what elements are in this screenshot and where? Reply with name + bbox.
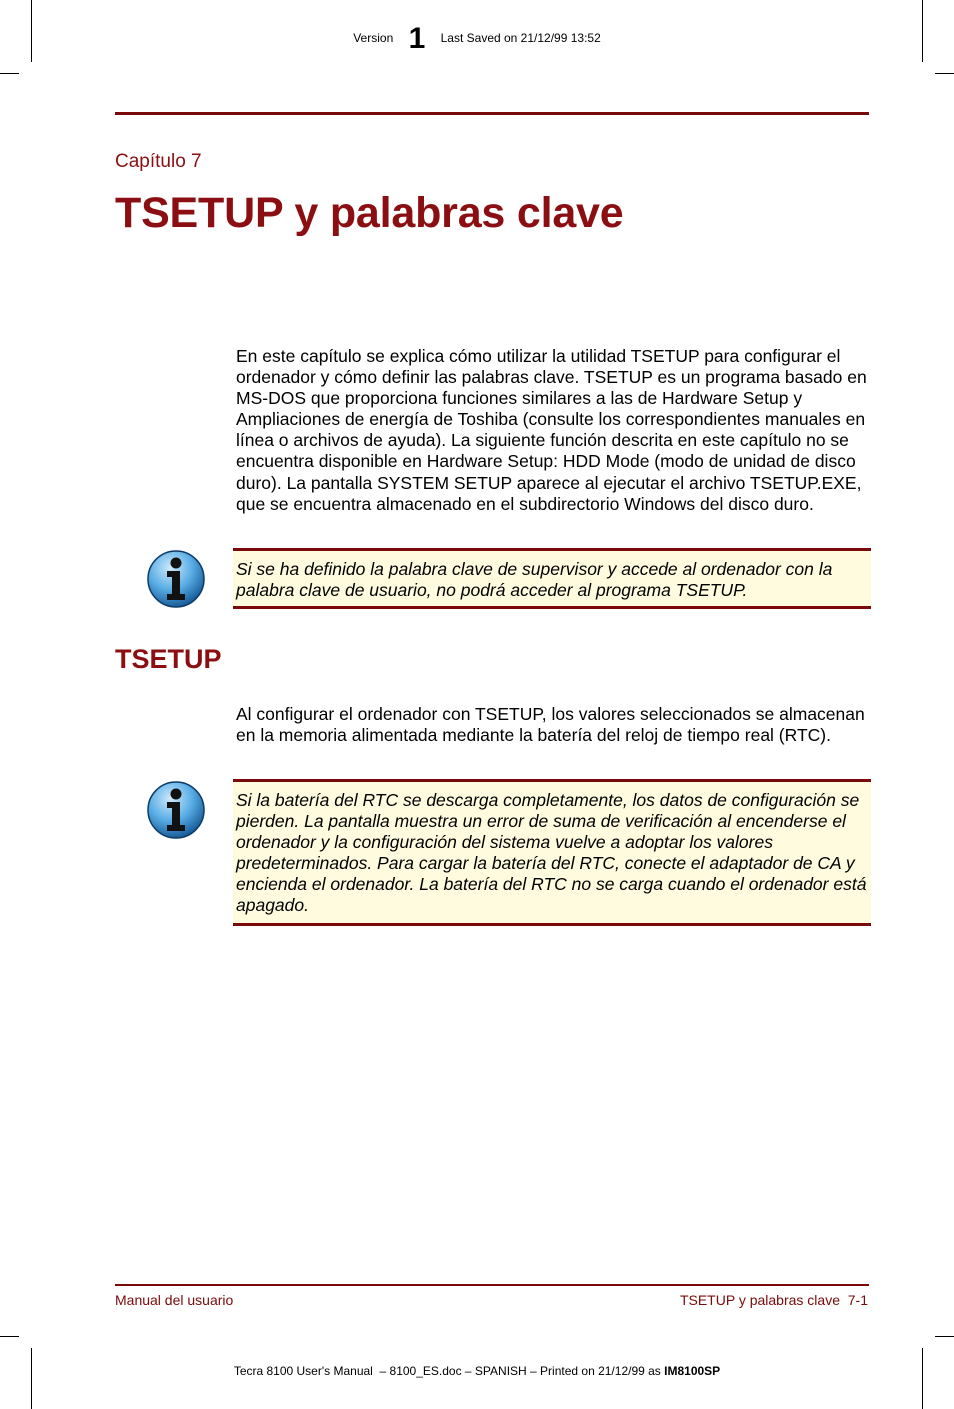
header-rule [115,112,869,115]
footer-page-text: TSETUP y palabras clave 7-1 [679,1292,868,1308]
last-saved-text: Last Saved on 21/12/99 13:52 [440,31,601,45]
footer-rule [115,1284,869,1286]
version-label: Version [353,31,394,45]
crop-mark [0,73,19,74]
print-info-line [0,1364,954,1378]
info-icon [146,780,206,845]
note-text: Si se ha definido la palabra clave de supervisor y accede al ordenador con la palabra clave de usuario, no podrá acceder al programa TSETUP. [236,559,833,601]
print-info-text: Tecra 8100 User's Manual – 8100_ES.doc – SPANISH – Printed on 21/12/99 as [233,1364,665,1378]
section-paragraph: Al configurar el ordenador con TSETUP, los valores seleccionados se almacenan en la memoria alimentada mediante la batería del reloj de tiempo real (RTC). [236,704,865,746]
note-box [233,779,871,926]
print-info-code: IM8100SP [664,1364,721,1378]
note-box [233,548,871,609]
chapter-label: Capítulo 7 [115,151,202,172]
section-heading: TSETUP [115,644,222,674]
footer-manual-title: Manual del usuario [115,1292,234,1308]
document-version-header [0,22,954,56]
intro-paragraph: En este capítulo se explica cómo utilizar la utilidad TSETUP para configurar el ordenador y cómo definir las palabras clave. TSETUP es un programa basado en MS-DOS que proporciona funciones similares a las de Hardware Setup y Ampliaciones de energía de Toshiba (consulte los correspondientes manuales en línea o archivos de ayuda). La siguiente función descrita en este capítulo no se encuentra disponible en Hardware Setup: HDD Mode (modo de unidad de disco duro). La pantalla SYSTEM SETUP aparece al ejecutar el archivo TSETUP.EXE, que se encuentra almacenado en el subdirectorio Windows del disco duro. [236,346,867,514]
note-text: Si la batería del RTC se descarga completamente, los datos de configuración se pierden. La pantalla muestra un error de suma de verificación al encenderse el ordenador y la configuración del sistema vuelve a adoptar los valores predeterminados. Para cargar la batería del RTC, conecte el adaptador de CA y encienda el ordenador. La batería del RTC no se carga cuando el ordenador está apagado. [236,790,867,916]
crop-mark [922,1348,923,1409]
version-number: 1 [408,22,426,55]
page-title: TSETUP y palabras clave [115,189,624,237]
crop-mark [935,73,954,74]
crop-mark [935,1336,954,1337]
crop-mark [31,1348,32,1409]
crop-mark [0,1336,19,1337]
footer-page-reference [680,1292,868,1308]
info-icon [146,549,206,614]
